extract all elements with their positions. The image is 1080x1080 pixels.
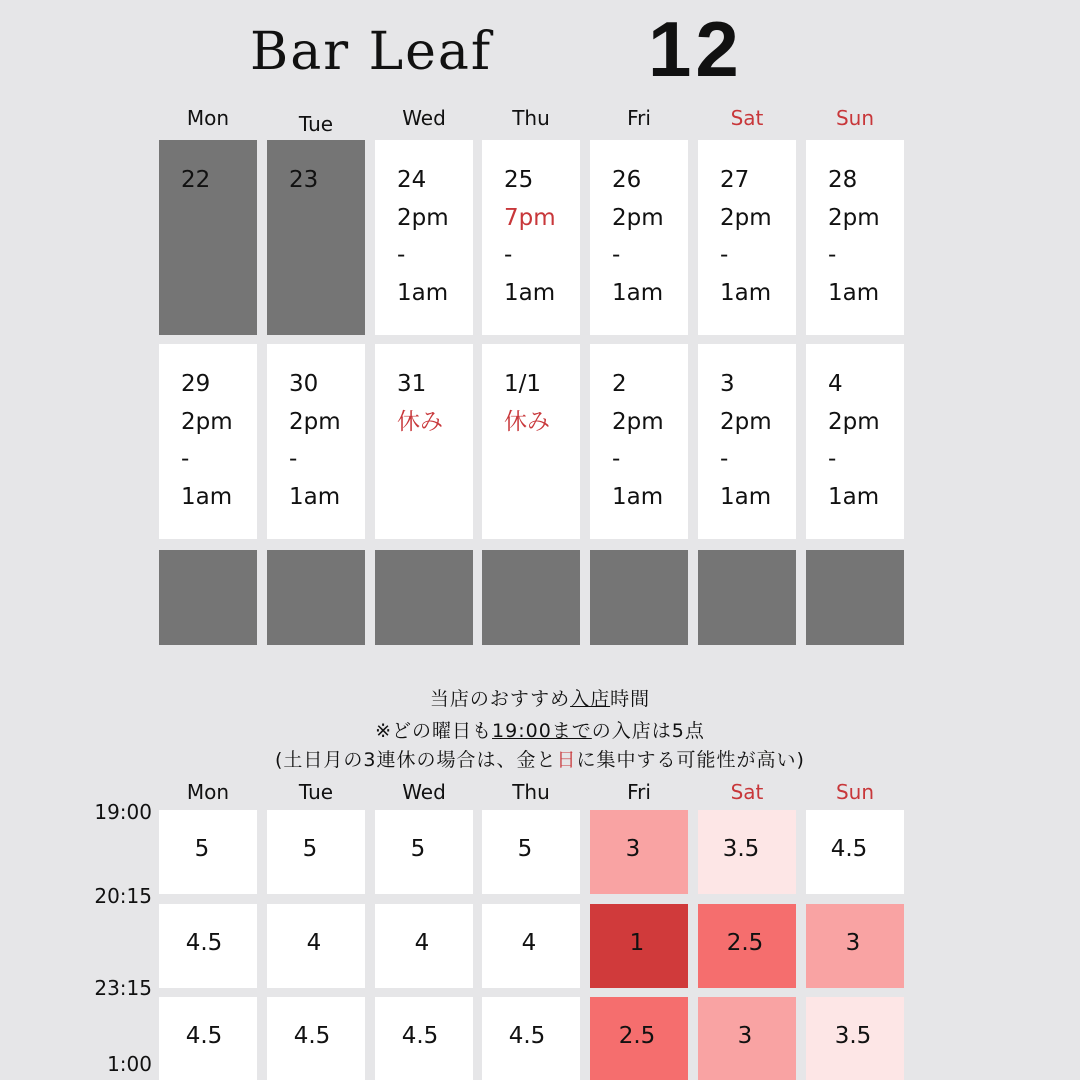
calendar-day-cell — [482, 344, 580, 539]
score-value: 5 — [410, 836, 426, 862]
score-cell — [698, 904, 796, 988]
closed-label: 休み — [397, 408, 443, 435]
score-value: 4.5 — [508, 1022, 546, 1049]
calendar-day-cell — [698, 140, 796, 335]
day-text — [397, 366, 443, 441]
day-text — [289, 162, 318, 200]
calendar-day-cell — [806, 344, 904, 539]
day-text — [612, 162, 664, 312]
score-value: 3.5 — [722, 836, 760, 862]
score-value: 5 — [517, 836, 533, 862]
day-text — [720, 162, 772, 312]
weekday-header-tue: Tue — [298, 112, 334, 136]
score-cell — [159, 997, 257, 1080]
notice-line-3 — [0, 745, 1080, 772]
hours-line: - — [397, 242, 406, 268]
hours-line: 1am — [720, 279, 772, 306]
score-value: 5 — [302, 836, 318, 862]
time-label: 19:00 — [94, 800, 152, 824]
score-cell — [482, 904, 580, 988]
notice-text: 時間 — [610, 688, 651, 710]
day-number: 23 — [289, 167, 319, 193]
day-number: 31 — [397, 371, 427, 397]
day-text — [612, 366, 664, 516]
weekday-header-sat: Sat — [730, 106, 764, 130]
day-text — [504, 366, 550, 441]
table-weekday-header-thu: Thu — [512, 780, 550, 804]
day-number: 29 — [181, 371, 211, 397]
hours-line: 2pm — [397, 204, 449, 231]
day-number: 25 — [504, 167, 534, 193]
score-value: 4 — [521, 930, 537, 956]
score-cell — [375, 810, 473, 894]
notice-line-1 — [0, 684, 1080, 711]
score-cell — [375, 904, 473, 988]
blank-calendar-cell — [698, 550, 796, 645]
hours-line: - — [289, 446, 298, 472]
shop-name: Bar Leaf — [250, 22, 493, 82]
score-cell — [375, 997, 473, 1080]
hours-line: 2pm — [828, 408, 880, 435]
notice-text: ※どの曜日も — [375, 720, 493, 742]
score-value: 4 — [306, 930, 322, 956]
blank-calendar-cell — [482, 550, 580, 645]
score-value: 4.5 — [185, 1022, 223, 1049]
score-value: 5 — [194, 836, 210, 862]
calendar-day-cell — [806, 140, 904, 335]
blank-calendar-cell — [375, 550, 473, 645]
notice-text: (土日月の3連休の場合は、金と — [275, 749, 557, 771]
weekday-header-fri: Fri — [627, 106, 651, 130]
day-number: 22 — [181, 167, 211, 193]
score-value: 4.5 — [293, 1022, 331, 1049]
score-cell — [806, 997, 904, 1080]
time-label: 1:00 — [107, 1052, 152, 1076]
score-value: 3 — [625, 836, 641, 862]
day-number: 28 — [828, 167, 858, 193]
calendar-day-cell — [375, 140, 473, 335]
closed-label: 休み — [504, 408, 550, 435]
score-value: 4.5 — [401, 1022, 439, 1049]
hours-line: - — [181, 446, 190, 472]
hours-line: 2pm — [289, 408, 341, 435]
score-value: 4.5 — [185, 930, 223, 956]
score-cell — [482, 810, 580, 894]
day-text — [828, 366, 880, 516]
weekday-header-sun: Sun — [835, 106, 875, 130]
hours-line: 1am — [181, 483, 233, 510]
notice-text: 当店のおすすめ — [429, 688, 571, 710]
calendar-day-cell — [698, 344, 796, 539]
blank-calendar-cell — [159, 550, 257, 645]
day-number: 2 — [612, 371, 627, 397]
notice-text: の入店は5点 — [591, 720, 705, 742]
day-number: 24 — [397, 167, 427, 193]
hours-line: - — [720, 446, 729, 472]
score-value: 3 — [737, 1022, 753, 1049]
day-text — [181, 366, 233, 516]
notice-line-2 — [0, 716, 1080, 743]
hours-line: 1am — [504, 279, 556, 306]
day-number: 4 — [828, 371, 843, 397]
score-cell — [590, 810, 688, 894]
hours-line: 2pm — [828, 204, 880, 231]
notice-text-underlined: 入店 — [570, 688, 611, 710]
calendar-day-cell — [590, 344, 688, 539]
score-cell — [267, 904, 365, 988]
month-number: 12 — [648, 5, 743, 93]
hours-line: 1am — [720, 483, 772, 510]
notice-text: に集中する可能性が高い) — [576, 749, 805, 771]
hours-line: 1am — [289, 483, 341, 510]
blank-calendar-cell — [590, 550, 688, 645]
weekday-header-wed: Wed — [402, 106, 446, 130]
hours-line: 1am — [612, 279, 664, 306]
notice-text-underlined: 19:00まで — [492, 720, 592, 742]
day-text — [504, 162, 556, 312]
score-value: 3.5 — [834, 1022, 872, 1049]
day-text — [181, 162, 210, 200]
score-cell — [159, 810, 257, 894]
hours-line: 2pm — [612, 408, 664, 435]
table-weekday-header-sun: Sun — [835, 780, 875, 804]
score-value: 2.5 — [726, 930, 764, 956]
hours-line: - — [828, 242, 837, 268]
hours-line: 2pm — [612, 204, 664, 231]
hours-line: 7pm — [504, 204, 556, 231]
weekday-header-thu: Thu — [512, 106, 550, 130]
blank-calendar-cell — [267, 550, 365, 645]
table-weekday-header-mon: Mon — [186, 780, 230, 804]
hours-line: 1am — [612, 483, 664, 510]
day-number: 1/1 — [504, 371, 542, 397]
hours-line: - — [828, 446, 837, 472]
score-value: 4.5 — [830, 836, 868, 862]
notice-text-red: 日 — [556, 749, 577, 771]
day-text — [397, 162, 449, 312]
hours-line: 1am — [397, 279, 449, 306]
day-text — [720, 366, 772, 516]
blank-calendar-cell — [806, 550, 904, 645]
time-label: 20:15 — [94, 884, 152, 908]
day-number: 26 — [612, 167, 642, 193]
score-value: 3 — [845, 930, 861, 956]
score-value: 2.5 — [618, 1022, 656, 1049]
day-number: 27 — [720, 167, 750, 193]
score-cell — [698, 997, 796, 1080]
calendar-day-cell — [482, 140, 580, 335]
table-weekday-header-tue: Tue — [298, 780, 334, 804]
weekday-header-mon: Mon — [186, 106, 230, 130]
score-value: 1 — [629, 930, 645, 956]
score-cell — [806, 904, 904, 988]
hours-line: - — [504, 242, 513, 268]
score-cell — [698, 810, 796, 894]
calendar-day-cell — [590, 140, 688, 335]
score-cell — [267, 997, 365, 1080]
score-cell — [159, 904, 257, 988]
day-text — [828, 162, 880, 312]
hours-line: - — [720, 242, 729, 268]
score-cell — [267, 810, 365, 894]
day-number: 3 — [720, 371, 735, 397]
table-weekday-header-wed: Wed — [402, 780, 446, 804]
calendar-day-cell — [267, 140, 365, 335]
hours-line: 1am — [828, 279, 880, 306]
hours-line: 1am — [828, 483, 880, 510]
table-weekday-header-sat: Sat — [730, 780, 764, 804]
hours-line: 2pm — [720, 204, 772, 231]
score-cell — [590, 904, 688, 988]
score-cell — [482, 997, 580, 1080]
hours-line: 2pm — [720, 408, 772, 435]
time-label: 23:15 — [94, 976, 152, 1000]
table-weekday-header-fri: Fri — [627, 780, 651, 804]
calendar-day-cell — [267, 344, 365, 539]
calendar-day-cell — [375, 344, 473, 539]
score-value: 4 — [414, 930, 430, 956]
calendar-day-cell — [159, 140, 257, 335]
day-text — [289, 366, 341, 516]
score-cell — [806, 810, 904, 894]
calendar-day-cell — [159, 344, 257, 539]
hours-line: - — [612, 242, 621, 268]
hours-line: 2pm — [181, 408, 233, 435]
day-number: 30 — [289, 371, 319, 397]
score-cell — [590, 997, 688, 1080]
hours-line: - — [612, 446, 621, 472]
